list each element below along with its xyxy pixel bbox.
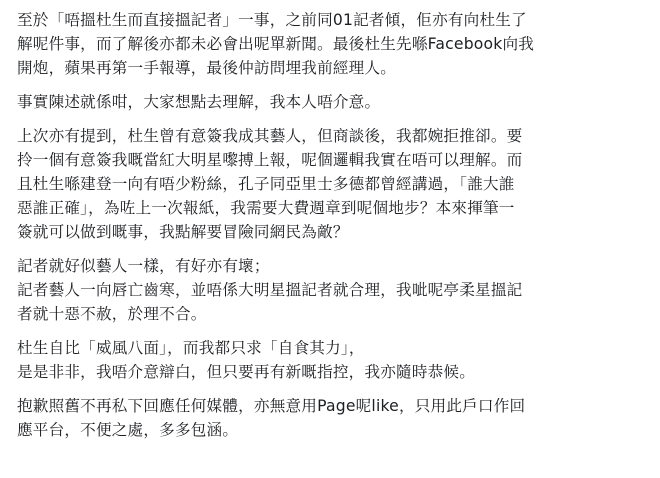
post-text-line: 惡誰正確」，為咗上一次報紙，我需要大費週章到呢個地步？本來揮筆一 [17,199,515,217]
post-paragraph [17,394,644,442]
post-text-line: 解呢件事，而了解後亦都未必會出呢單新聞。最後杜生先喺Facebook向我 [17,35,535,53]
post-paragraph [17,124,644,244]
post-text-line: 是是非非，我唔介意辯白，但只要再有新嘅指控，我亦隨時恭候。 [17,363,476,381]
post-text-line: 應平台，不便之處，多多包涵。 [17,421,239,439]
post-text-line: 開炮，蘋果再第一手報導，最後仲訪問埋我前經理人。 [17,59,397,77]
post-text-line: 者就十惡不赦，於理不合。 [17,305,207,323]
post-paragraph [17,336,644,384]
post-text-line: 記者就好似藝人一樣，有好亦有壞； [17,257,270,275]
post-text-line: 抱歉照舊不再私下回應任何媒體，亦無意用Page呢like，只用此戶口作回 [17,397,526,415]
post-text-line: 上次亦有提到，杜生曾有意簽我成其藝人，但商談後，我都婉拒推卻。要 [17,127,523,145]
post-text-line: 事實陳述就係咁，大家想點去理解，我本人唔介意。 [17,93,381,111]
post-text-line: 杜生自比「威風八面」，而我都只求「自食其力」， [17,339,365,357]
post-paragraph [17,90,644,114]
post-paragraph [17,254,644,326]
post-paragraph [17,8,644,80]
post-text-line: 拎一個有意簽我嘅當紅大明星嚟搏上報，呢個邏輯我實在唔可以理解。而 [17,151,523,169]
post-text-line: 且杜生喺建登一向有唔少粉絲，孔子同亞里士多德都曾經講過，「誰大誰 [17,175,515,193]
post-text-line: 記者藝人一向唇亡齒寒，並唔係大明星搵記者就合理，我呲呢亭柔星搵記 [17,281,523,299]
post-text-line: 至於「唔搵杜生而直接搵記者」一事，之前同01記者傾，佢亦有向杜生了 [17,11,527,29]
post-text-line: 簽就可以做到嘅事，我點解要冒險同網民為敵？ [17,223,349,241]
